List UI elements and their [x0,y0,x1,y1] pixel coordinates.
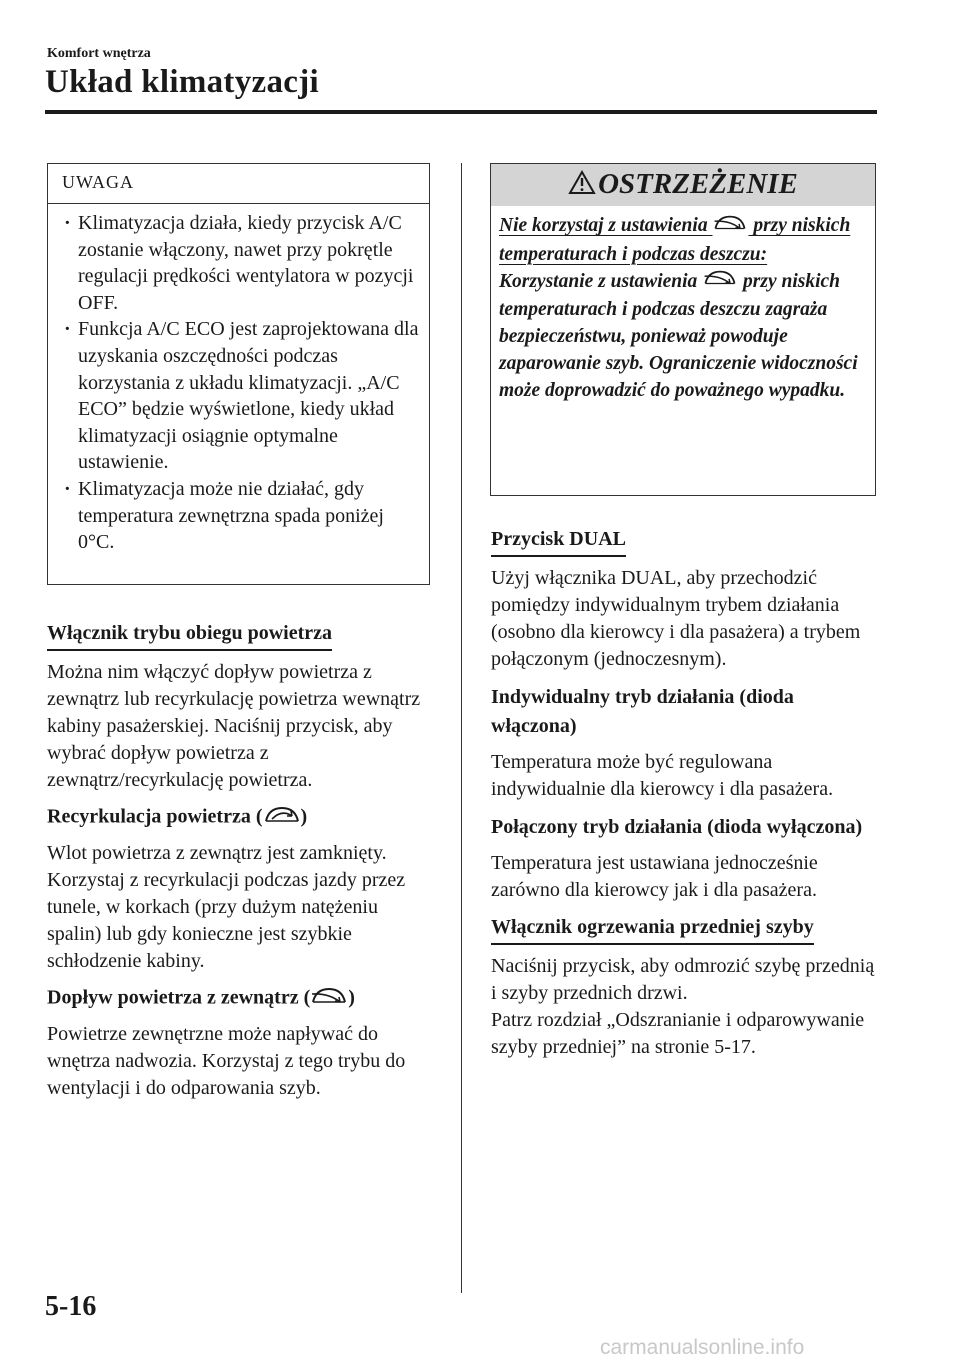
individual-heading: Indywidualny tryb działania (dioda włączona) [491,686,794,737]
warning-triangle-icon [568,170,596,203]
defrost-heading: Włącznik ogrzewania przedniej szyby [491,916,814,945]
title-rule [45,110,877,114]
air-mode-body: Można nim włączyć dopływ powietrza z zewnątrz lub recyrkulację powietrza wewnątrz kabiny pasażerskiej. Naciśnij przycisk, aby wybrać dopływ powietrza z zewnątrz/recyrkulację powietrza. [47,661,421,791]
outside-air-icon [712,213,748,241]
warning-header [491,168,875,203]
warning-line1-pre: Nie korzystaj z ustawienia [499,215,708,236]
note-box [47,163,430,585]
outside-air-icon [310,985,348,1013]
note-item: · Klimatyzacja działa, kiedy przycisk A/C zostanie włączony, nawet przy pokrętle regulacji prędkości wentylatora w pozycji OFF. [64,210,424,316]
recirculation-icon [263,804,301,832]
recirc-body: Wlot powietrza z zewnątrz jest zamknięty. Korzystaj z recyrkulacji podczas jazdy przez tunele, w korkach (przy dużym natężeniu spalin) lub gdy konieczne jest szybkie schłodzenie kabiny. [47,842,406,972]
watermark: carmanualsonline.info [600,1336,805,1359]
note-list [64,210,424,556]
warning-body [499,212,871,404]
page-number: 5-16 [45,1291,97,1322]
page-title: Układ klimatyzacji [45,64,319,100]
defrost-body-2: Patrz rozdział „Odszranianie i odparowywanie szyby przedniej” na stronie 5-17. [491,1009,865,1058]
note-title: UWAGA [62,172,134,192]
note-item: · Funkcja A/C ECO jest zaprojektowana dla uzyskania oszczędności podczas korzystania z układu klimatyzacji. „A/C ECO” będzie wyświetlone, kiedy układ klimatyzacji osiągnie optymalne ustawienie. [64,316,424,476]
warning-title: OSTRZEŻENIE [598,168,798,200]
individual-body: Temperatura może być regulowana indywidualnie dla kierowcy i dla pasażera. [491,751,834,800]
warning-line1-post: przy niskich temperaturach i podczas deszczu: [499,215,851,265]
combined-heading: Połączony tryb działania (dioda wyłączona) [491,816,863,838]
air-mode-heading: Włącznik trybu obiegu powietrza [47,622,332,651]
air-mode-section [47,622,432,1102]
recirc-heading-post: ) [300,805,308,828]
warning-line2-post: przy niskich temperaturach i podczas deszczu zagraża bezpieczeństwu, ponieważ powoduje zaparowanie szyb. Ograniczenie widoczności może doprowadzić do poważnego wypadku. [499,270,858,402]
outside-heading-pre: Dopływ powietrza z zewnątrz ( [47,986,311,1009]
right-column [491,528,876,1061]
recirc-heading [47,804,432,832]
warning-line2-pre: Korzystanie z ustawienia [499,270,698,292]
recirc-heading-pre: Recyrkulacja powietrza ( [47,805,263,828]
dual-body: Użyj włącznika DUAL, aby przechodzić pomiędzy indywidualnym trybem działania (osobno dla kierowcy i dla pasażera) a trybem połączonym (jednoczesnym). [491,567,861,670]
outside-air-icon [702,268,738,296]
combined-body: Temperatura jest ustawiana jednocześnie zarówno dla kierowcy jak i dla pasażera. [491,852,818,901]
column-divider [461,163,462,1293]
outside-body: Powietrze zewnętrzne może napływać do wnętrza nadwozia. Korzystaj z tego trybu do wentylacji i do odparowania szyb. [47,1023,406,1099]
outside-heading [47,985,432,1013]
warning-line1 [499,212,871,268]
warning-line2 [499,268,871,405]
outside-heading-post: ) [348,986,355,1009]
defrost-body-1: Naciśnij przycisk, aby odmrozić szybę przednią i szyby przednich drzwi. [491,955,875,1004]
note-rule [48,203,429,204]
warning-box [490,163,876,496]
note-item: · Klimatyzacja może nie działać, gdy temperatura zewnętrzna spada poniżej 0°C. [64,476,424,556]
section-label: Komfort wnętrza [47,46,151,61]
dual-heading: Przycisk DUAL [491,528,626,557]
